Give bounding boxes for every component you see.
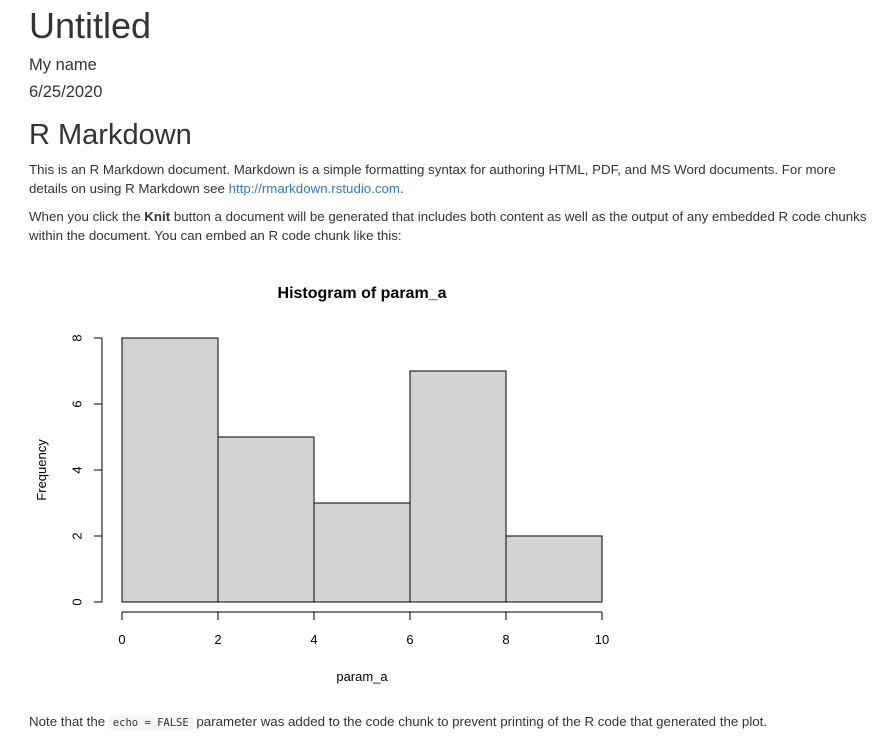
y-tick-label-4: 8	[69, 334, 85, 342]
x-tick-label-0: 0	[118, 632, 126, 647]
x-tick-label-2: 4	[310, 632, 318, 647]
knit-bold-word: Knit	[144, 209, 171, 224]
intro-text-end: .	[400, 181, 404, 196]
knit-text-end: button a document will be generated that includes both content as well as the output of any embedded R code chunks within the document. You can embed an R code chunk like this:	[29, 209, 867, 243]
y-axis-label: Frequency	[34, 439, 49, 501]
x-tick-label-5: 10	[594, 632, 610, 647]
document-author: My name	[29, 56, 97, 74]
histogram-bar-2	[314, 503, 410, 602]
x-tick-label-1: 2	[214, 632, 222, 647]
chart-title: Histogram of param_a	[277, 285, 447, 302]
histogram-bar-1	[218, 437, 314, 602]
histogram-bar-0	[122, 338, 218, 602]
note-text-start: Note that the	[29, 714, 109, 729]
knit-text-start: When you click the	[29, 209, 145, 224]
x-tick-label-4: 8	[502, 632, 510, 647]
y-tick-label-1: 2	[69, 532, 85, 540]
y-tick-label-3: 6	[69, 400, 85, 408]
document-date: 6/25/2020	[29, 83, 103, 101]
inline-code-echo: echo = FALSE	[109, 716, 193, 730]
rmarkdown-link[interactable]: http://rmarkdown.rstudio.com	[228, 181, 401, 196]
y-tick-label-2: 4	[69, 466, 85, 474]
document-title: Untitled	[29, 5, 152, 46]
note-text-end: parameter was added to the code chunk to prevent printing of the R code that generated the plot.	[192, 714, 768, 729]
x-axis-label: param_a	[336, 669, 388, 684]
section-heading: R Markdown	[29, 119, 192, 151]
histogram-bar-3	[410, 371, 506, 602]
intro-text-start: This is an R Markdown document. Markdown is a simple formatting syntax for authoring HTML, PDF, and MS Word documents. For more details on using R Markdown see	[29, 162, 836, 196]
histogram-bar-4	[506, 536, 602, 602]
y-tick-label-0: 0	[69, 598, 85, 606]
x-tick-label-3: 6	[406, 632, 414, 647]
